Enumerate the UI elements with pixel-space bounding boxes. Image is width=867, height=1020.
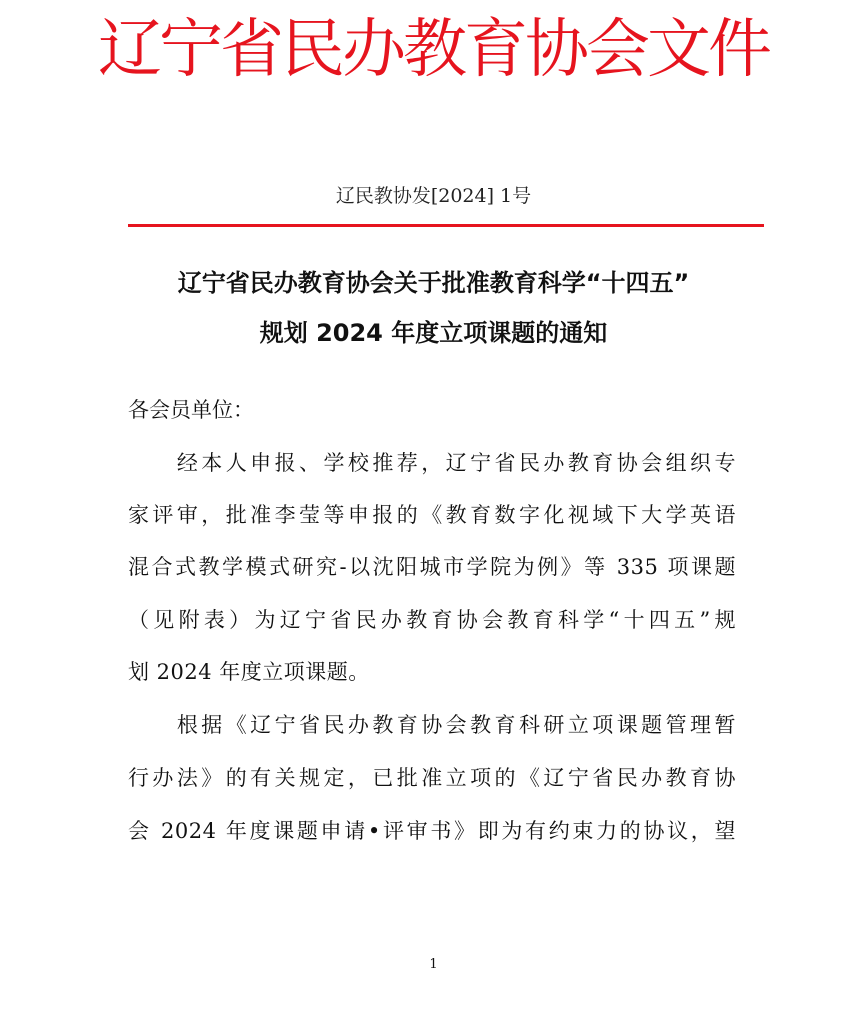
notice-title-line-1: 辽宁省民办教育协会关于批准教育科学“十四五”	[177, 269, 690, 297]
document-header-title: 辽宁省民办教育协会文件	[98, 13, 769, 87]
body-line: （见附表）为辽宁省民办教育协会教育科学“十四五”规	[128, 608, 736, 632]
header-red-rule	[128, 224, 764, 227]
body-line: 划 2024 年度立项课题。	[128, 660, 370, 684]
body-line: 会 2024 年度课题申请•评审书》即为有约束力的协议，望	[128, 819, 736, 843]
body-line: 混合式教学模式研究-以沈阳城市学院为例》等 335 项课题	[128, 555, 736, 579]
body-line: 经本人申报、学校推荐，辽宁省民办教育协会组织专	[128, 451, 736, 475]
body-line: 行办法》的有关规定，已批准立项的《辽宁省民办教育协	[128, 766, 736, 790]
document-number: 辽民教协发[2024] 1号	[335, 185, 532, 207]
notice-title-line-2: 规划 2024 年度立项课题的通知	[259, 319, 608, 347]
body-line: 根据《辽宁省民办教育协会教育科研立项课题管理暂	[128, 713, 736, 737]
body-line: 家评审，批准李莹等申报的《教育数字化视域下大学英语	[128, 503, 736, 527]
salutation: 各会员单位：	[128, 398, 254, 422]
page-number: 1	[429, 957, 438, 972]
